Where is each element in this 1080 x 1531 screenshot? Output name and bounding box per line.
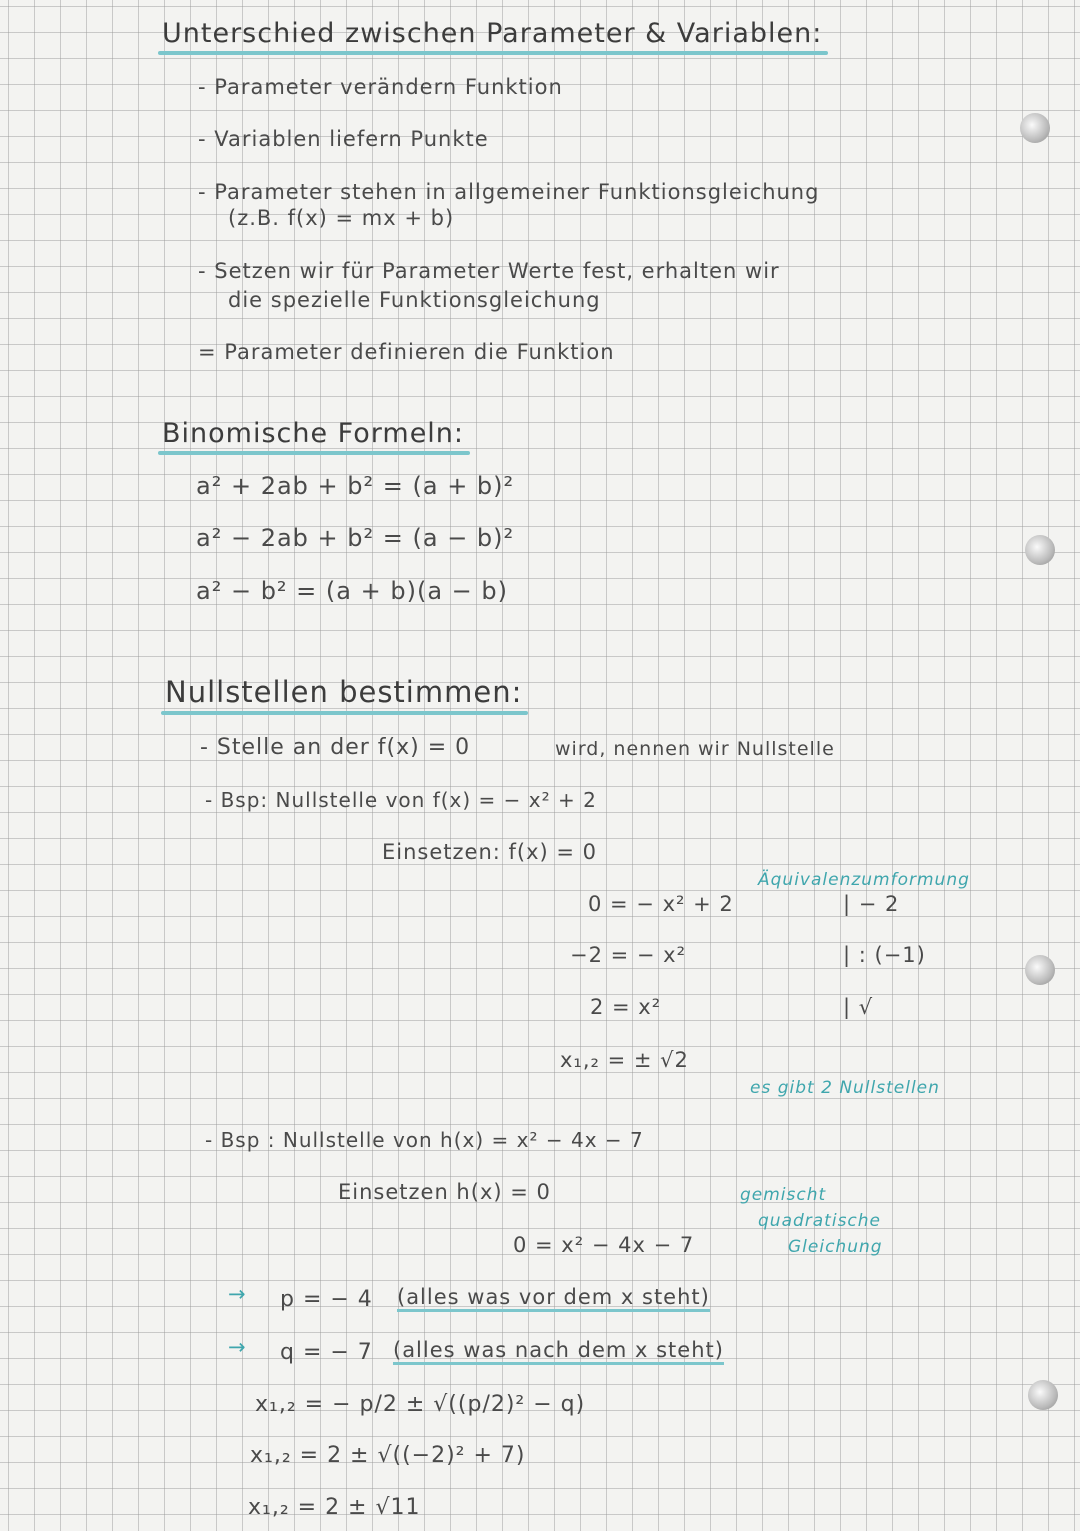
annotation-result: es gibt 2 Nullstellen — [750, 1078, 940, 1098]
arrow-icon: → — [228, 1335, 247, 1359]
annotation-gemischt: gemischt — [740, 1185, 827, 1205]
list-item-conclusion: = Parameter definieren die Funktion — [198, 340, 615, 364]
definition-cont: wird, nennen wir Nullstelle — [555, 738, 835, 760]
q-value: q = − 7 — [280, 1340, 373, 1365]
section-title-nullstellen: Nullstellen bestimmen: — [165, 675, 523, 709]
step: 2 = x² — [590, 995, 662, 1019]
list-item: - Variablen liefern Punkte — [198, 127, 489, 151]
formula: a² − 2ab + b² = (a − b)² — [196, 524, 515, 552]
operation: | √ — [843, 995, 874, 1019]
punch-hole — [1025, 955, 1055, 985]
formula: a² − b² = (a + b)(a − b) — [196, 577, 508, 605]
annotation-gleichung: Gleichung — [788, 1237, 883, 1257]
section-title-parameter-variablen: Unterschied zwischen Parameter & Variablen: — [162, 18, 823, 49]
operation: | : (−1) — [843, 943, 926, 967]
list-item-example: (z.B. f(x) = mx + b) — [228, 206, 455, 230]
formula: a² + 2ab + b² = (a + b)² — [196, 472, 515, 500]
example2-insert: Einsetzen h(x) = 0 — [338, 1180, 551, 1204]
step: −2 = − x² — [570, 943, 687, 967]
step: 0 = − x² + 2 — [588, 892, 734, 916]
example1-insert: Einsetzen: f(x) = 0 — [382, 840, 598, 864]
pq-formula: x₁,₂ = − p/2 ± √((p/2)² − q) — [255, 1392, 586, 1417]
punch-hole — [1020, 113, 1050, 143]
step: x₁,₂ = ± √2 — [560, 1048, 689, 1072]
p-note: (alles was vor dem x steht) — [397, 1285, 710, 1312]
annotation-equivalence: Äquivalenzumformung — [758, 870, 970, 890]
punch-hole — [1025, 535, 1055, 565]
list-item: - Parameter stehen in allgemeiner Funktionsgleichung — [198, 180, 820, 204]
punch-hole — [1028, 1380, 1058, 1410]
section-title-binomische-formeln: Binomische Formeln: — [162, 418, 465, 449]
arrow-icon: → — [228, 1282, 247, 1306]
example2-label: - Bsp : Nullstelle von h(x) = x² − 4x − 7 — [205, 1128, 644, 1152]
list-item: - Parameter verändern Funktion — [198, 75, 563, 99]
list-item: - Setzen wir für Parameter Werte fest, erhalten wir — [198, 259, 780, 283]
solution-step: x₁,₂ = 2 ± √((−2)² + 7) — [250, 1443, 526, 1468]
definition: - Stelle an der f(x) = 0 — [200, 735, 471, 760]
q-note: (alles was nach dem x steht) — [393, 1338, 724, 1365]
operation: | − 2 — [843, 892, 900, 916]
p-value: p = − 4 — [280, 1287, 373, 1312]
annotation-quadratische: quadratische — [758, 1211, 882, 1231]
example2-equation: 0 = x² − 4x − 7 — [513, 1233, 695, 1257]
solution-step: x₁,₂ = 2 ± √11 — [248, 1495, 421, 1520]
list-item-cont: die spezielle Funktionsgleichung — [228, 288, 601, 312]
example1-label: - Bsp: Nullstelle von f(x) = − x² + 2 — [205, 788, 597, 812]
